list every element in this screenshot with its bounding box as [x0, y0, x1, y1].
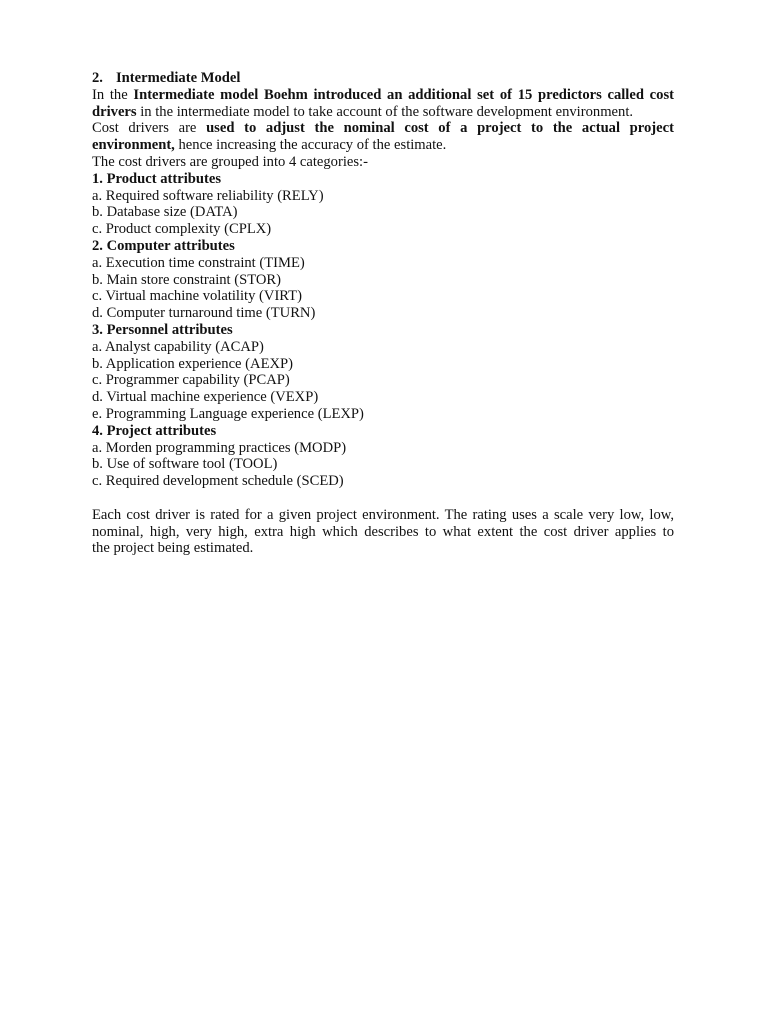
- intro-text: in the intermediate model to take account of the software development environment.: [136, 103, 634, 120]
- intro-line-4: [92, 137, 674, 154]
- list-item: c. Programmer capability (PCAP): [92, 372, 290, 389]
- closing-line-2: nominal, high, very high, extra high which describes to what extent the cost driver applies to: [92, 523, 674, 540]
- closing-line-1: Each cost driver is rated for a given project environment. The rating uses a scale very low, low,: [92, 506, 674, 523]
- intro-text: Cost drivers are: [92, 120, 207, 137]
- list-item: c. Virtual machine volatility (VIRT): [92, 288, 302, 305]
- list-item: d. Virtual machine experience (VEXP): [92, 389, 319, 406]
- list-item: c. Product complexity (CPLX): [92, 221, 272, 238]
- list-item: a. Required software reliability (RELY): [92, 187, 324, 204]
- intro-line-2: [92, 104, 674, 121]
- intro-line-3: [92, 120, 674, 137]
- paragraph-gap: [92, 490, 674, 507]
- intro-bold-text: environment,: [92, 137, 175, 154]
- category-heading-project: 4. Project attributes: [92, 422, 217, 439]
- list-item: b. Use of software tool (TOOL): [92, 456, 278, 473]
- document-page: [92, 70, 674, 557]
- closing-line-3: the project being estimated.: [92, 540, 254, 557]
- list-item: a. Execution time constraint (TIME): [92, 254, 305, 271]
- list-item: a. Analyst capability (ACAP): [92, 338, 264, 355]
- list-item: b. Database size (DATA): [92, 204, 238, 221]
- intro-bold-text: Intermediate model Boehm introduced an additional set of 15 predictors called cost: [133, 86, 674, 103]
- category-heading-computer: 2. Computer attributes: [92, 237, 235, 254]
- section-heading: [92, 70, 674, 87]
- list-item: a. Morden programming practices (MODP): [92, 439, 347, 456]
- list-item: b. Application experience (AEXP): [92, 355, 294, 372]
- list-item: d. Computer turnaround time (TURN): [92, 305, 316, 322]
- intro-line-1: [92, 87, 674, 104]
- intro-bold-text: used to adjust the nominal cost of a project to the actual project: [206, 120, 674, 137]
- section-number: 2.: [92, 70, 103, 86]
- intro-line-5: The cost drivers are grouped into 4 categories:-: [92, 153, 368, 170]
- list-item: c. Required development schedule (SCED): [92, 473, 344, 490]
- intro-text: hence increasing the accuracy of the estimate.: [174, 137, 447, 154]
- intro-bold-text: drivers: [92, 103, 137, 120]
- category-heading-personnel: 3. Personnel attributes: [92, 321, 233, 338]
- section-title: Intermediate Model: [116, 70, 241, 86]
- category-heading-product: 1. Product attributes: [92, 170, 222, 187]
- list-item: e. Programming Language experience (LEXP): [92, 405, 364, 422]
- list-item: b. Main store constraint (STOR): [92, 271, 282, 288]
- intro-text: In the: [92, 86, 134, 103]
